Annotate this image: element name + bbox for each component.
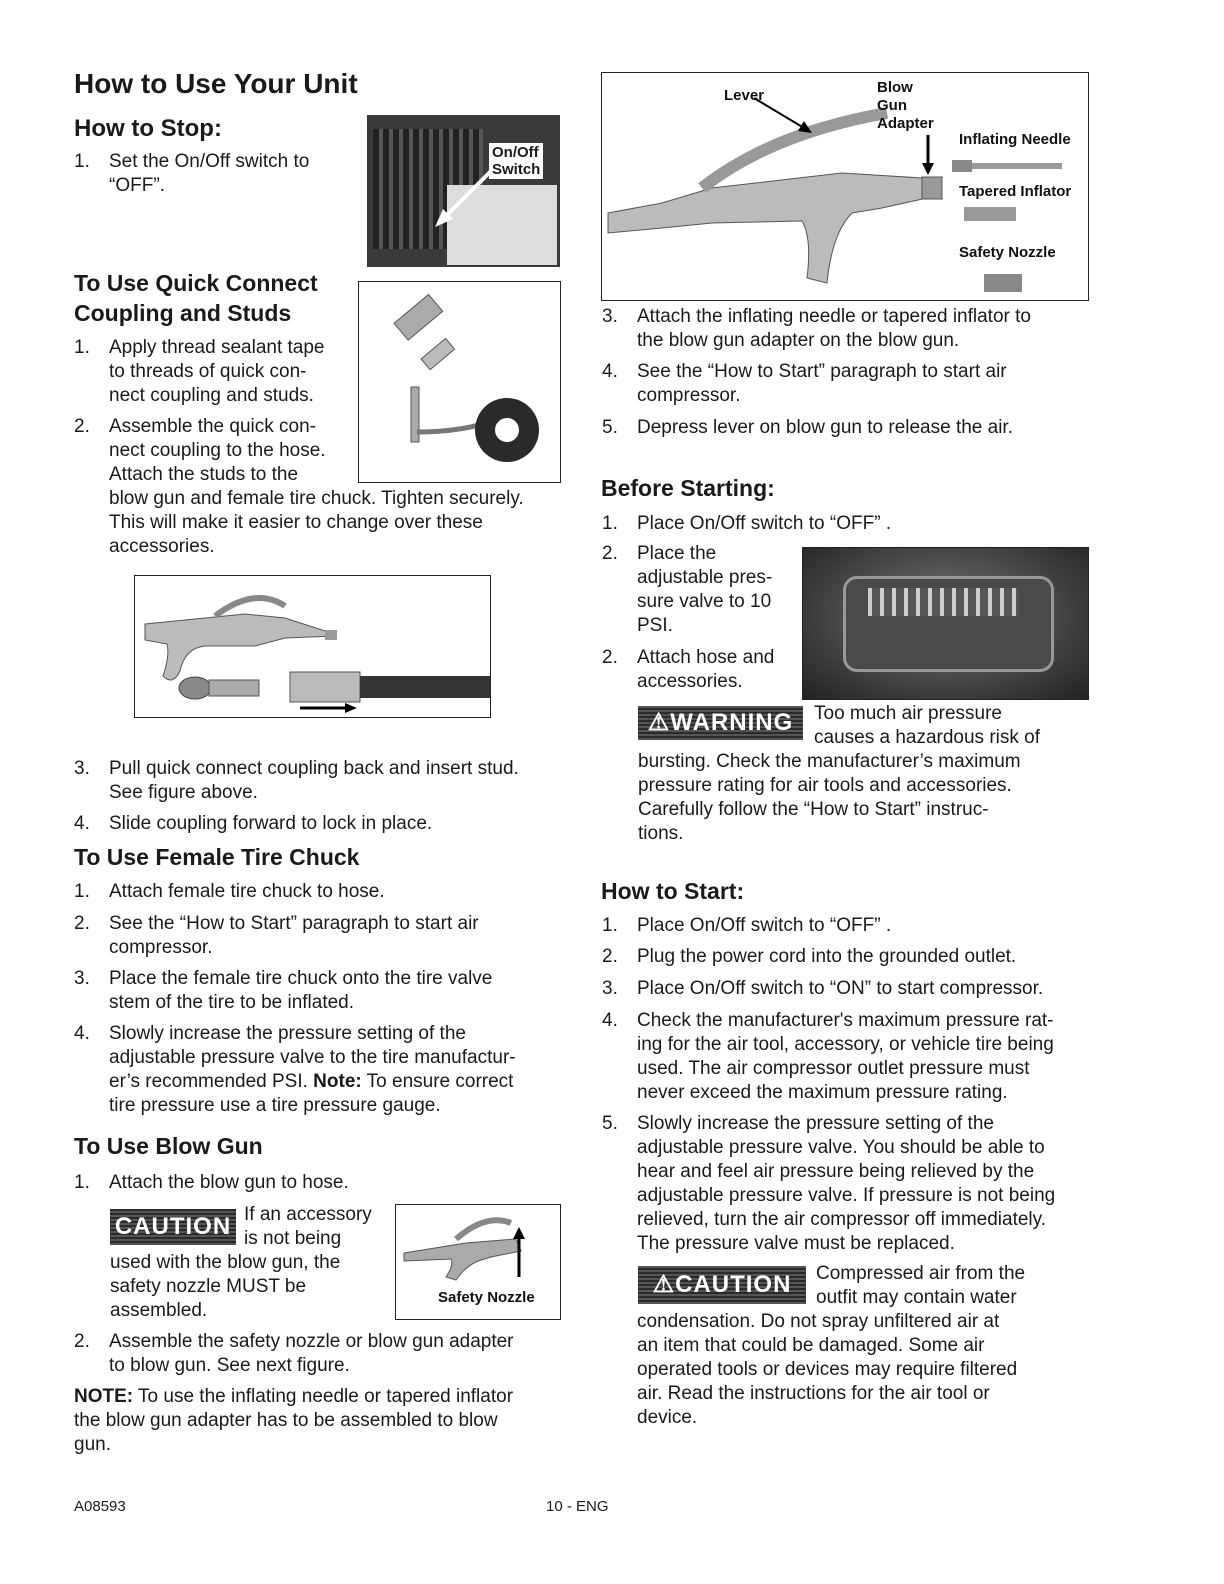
on-off-switch-label: On/Off Switch: [489, 143, 543, 179]
caution2-text-top: Compressed air from the outfit may contain water: [816, 1263, 1026, 1308]
blow-gun-coupling-figure: [134, 575, 491, 718]
stop-heading: How to Stop:: [74, 115, 222, 142]
warning-badge: ⚠WARNING: [638, 706, 803, 740]
page-title: How to Use Your Unit: [74, 68, 358, 99]
warning-text-top: Too much air pressure causes a hazardous risk of: [814, 703, 1041, 748]
blow-gun-heading: To Use Blow Gun: [74, 1133, 263, 1159]
blow-gun-adapter-label: Blow Gun Adapter: [877, 79, 934, 132]
pressure-valve-figure: [802, 547, 1089, 700]
lever-label: Lever: [724, 87, 765, 104]
caution-text: used with the blow gun, the safety nozzle MUST be assembled.: [110, 1252, 341, 1321]
caution-text-top: If an accessory is not being: [244, 1204, 372, 1249]
blow-gun-illustration: [396, 1205, 560, 1285]
caution-badge-2: ⚠CAUTION: [638, 1266, 806, 1304]
quick-connect-heading: To Use Quick Connect Coupling and Studs: [74, 270, 318, 326]
how-to-start-heading: How to Start:: [601, 878, 745, 904]
caution2-text: condensation. Do not spray unfiltered air at an item that could be damaged. Some air operated tools or devices may require filtered air. Read the instructions for the air tool or device.: [637, 1311, 1018, 1428]
safety-nozzle-label: Safety Nozzle: [438, 1289, 535, 1306]
tapered-inflator-label: Tapered Inflator: [959, 183, 1072, 200]
gauge-scale: [868, 588, 1018, 616]
blow-gun-coupling-illustration: [135, 576, 490, 717]
before-starting-heading: Before Starting:: [601, 475, 775, 501]
warning-text: bursting. Check the manufacturer’s maximum pressure rating for air tools and accessories. Carefully follow the “How to Start” instruc- tions.: [638, 751, 1021, 844]
blow-gun-accessories-figure: [601, 72, 1089, 301]
inflating-needle-label: Inflating Needle: [959, 131, 1071, 148]
page-number: 10 - ENG: [546, 1498, 609, 1515]
caution-badge: CAUTION: [110, 1209, 236, 1245]
on-off-switch-photo: [367, 115, 560, 267]
safety-nozzle-figure: [395, 1204, 561, 1320]
female-tire-chuck-heading: To Use Female Tire Chuck: [74, 844, 360, 870]
note-paragraph: NOTE: To use the inflating needle or tapered inflator the blow gun adapter has to be assembled to blow gun.: [74, 1386, 514, 1455]
safety-nozzle-label: Safety Nozzle: [959, 244, 1056, 261]
document-code: A08593: [74, 1498, 126, 1515]
